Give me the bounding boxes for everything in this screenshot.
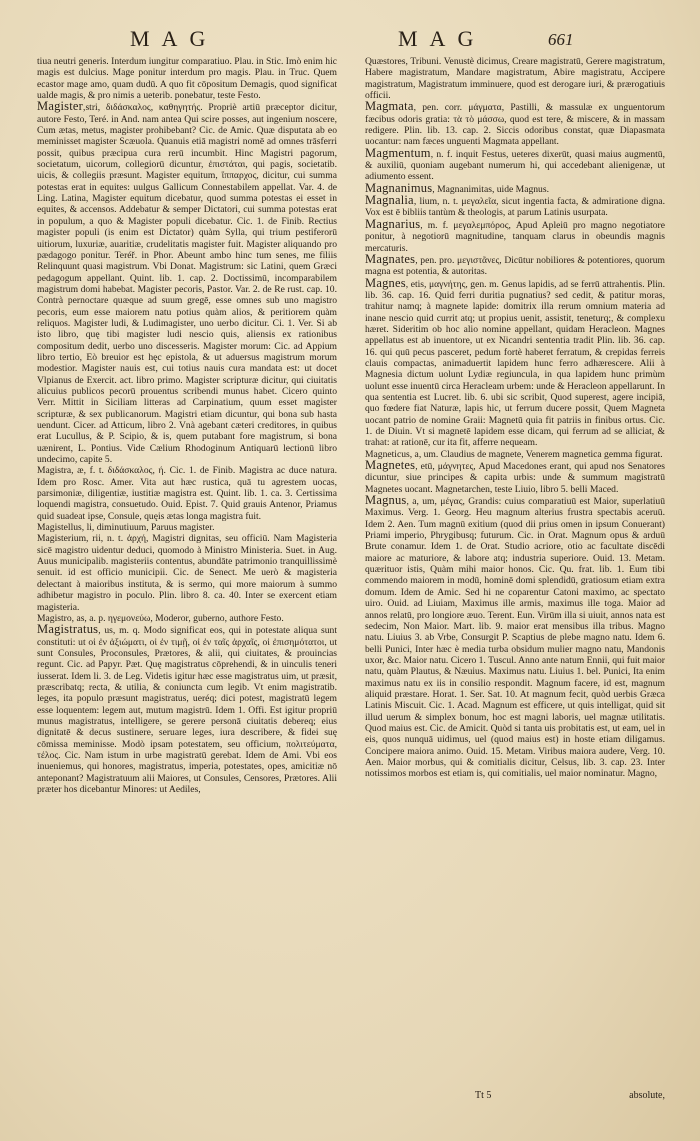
entry-headword: Magnes	[365, 275, 406, 290]
entry-headword: Magnates	[365, 251, 416, 266]
dictionary-entry	[365, 56, 665, 101]
dictionary-entry	[365, 145, 665, 183]
entry-text: Magistro, as, a. p. ηγεμονεύω, Moderor, guberno, authore Festo.	[37, 612, 284, 624]
catchword: absolute,	[629, 1090, 665, 1101]
entry-headword: Magister	[37, 99, 84, 114]
dictionary-entry	[365, 495, 665, 780]
running-head-right: MAG	[398, 26, 486, 51]
running-header	[0, 26, 700, 60]
signature-mark: Tt 5	[475, 1090, 492, 1101]
left-column	[37, 56, 337, 1116]
entry-headword: Magnarius	[365, 216, 421, 231]
entry-text: , n. f. inquit Festus, ueteres dixerūt, quasi maius augmentū, & auxiliū, quoniam augebant numerum hi, qui accedebant alienigenæ, ut adiumento essent.	[365, 148, 665, 183]
running-head-left: MAG	[130, 26, 218, 51]
dictionary-entry	[365, 460, 665, 495]
entry-text: , us, m. q. Modo significat eos, qui in potestate aliqua sunt constituti: ut οἱ ἐν ἀξιώματι, οἱ ἐν τιμῇ, οἱ ἐν ταῖς ἀρχαῖς, οἱ ἐπισημότατοι, ut sunt Consules, Proconsules, Prætores, & alii, qui ciuitates, & prouincias regunt. Cic. ad Papyr. Pæt. Quę magistratus cōprehendi, & in uinculis teneri iusserat. Idem li. 3. de Leg. Videtis igitur hæc esse magistratus uim, ut præsit, præscribatq; recta, & utilia, & coniuncta cum legib. Vt enim magistratib. leges, ita populo præsunt magistratus, ueréq; dici potest, magistratū legem esse loquentem: legem aut, mutum magistrū. Idem 1. Offi. Est igitur propriū munus magistratus, intelligere, se gerere personā ciuitatis debereq; eius dignitatē & decus sustinere, seruare leges, iura describere, & fidei suę cōmissa meminisse. Modò ipsam potestatem, seu officium, πολιτεύματα, τέλος. Cic. Nam istum in urbe magistratū gerebat. Idem de Ami. Vbi eos inueniemus, qui honores, magistratus, imperia, potestates, opes, amicitiæ nō anteponant? Magistratuum alii Maiores, ut Consules, Censores, Prætores. Alii præter hos dicebantur Minores: ut Aediles,	[37, 625, 337, 795]
dictionary-entry	[37, 465, 337, 522]
entry-headword: Magmentum	[365, 145, 431, 160]
entry-text: tiua neutri generis. Interdum iungitur comparatiuo. Plau. in Stic. Imò enim hic magis est dulcius. Mage ponitur interdum pro magis. Plau. in Truc. Quem ecastor mage amo, quam dudū. A quo fit cōpositum Demagis, quod significat ualde magis, & pro nimis a ueterib. ponebatur, teste Festo.	[37, 56, 337, 102]
dictionary-entry	[365, 101, 665, 147]
entry-text: Magisterium, rii, n. t. ἀρχή, Magistri dignitas, seu officiū. Nam Magisteria sicē magistro uidentur deduci, quomodo à Ministro Ministeria. Suet. in Aug. Auus municipalib. magisteriis contentus, abundāte patrimonio tranquillissimè senuit. id est officio municipii. Cic. de Senect. Me uerò & magisteria delectant à maioribus instituta, & is sermo, qui more maiorum à summo adhibetur magistro in poculo. Plin. libro 8. ca. 40. Inter se exercent etiam magisteria.	[37, 533, 337, 613]
entry-headword: Magnalia	[365, 193, 414, 208]
dictionary-entry	[37, 56, 337, 101]
entry-text: , etū, μάγνητες, Apud Macedones erant, qui apud nos Senatores dicuntur, siue principes & capita urbis: unde & summum magistratū Magnetes uocant. Magnetarchen, teste Liuio, libro 5. belli Maced.	[365, 461, 665, 495]
entry-headword: Magnus	[365, 493, 407, 508]
dictionary-entry	[365, 251, 665, 278]
entry-headword: Magistratus	[37, 622, 99, 637]
entry-headword: Magmata	[365, 99, 414, 114]
entry-text: , pen. corr. μάγματα, Pastilli, & massulæ ex unguentorum fæcibus odoris gratia: τὰ τὸ μάσσω, quod est tere, & miscere, & in massam redigere. Plin. lib. 13. cap. 2. Siccis odoribus constat, quæ Diapasmata uocantur: nam fæces unguenti Magmata appellant.	[365, 102, 665, 148]
dictionary-entry	[37, 533, 337, 612]
dictionary-entry	[365, 216, 665, 254]
dictionary-entry	[37, 522, 337, 533]
entry-text: , pen. pro. μεγιστᾶνες, Dicūtur nobiliores & potentiores, quorum magna est potentia, & autoritas.	[365, 254, 665, 278]
entry-text: , m. f. μεγαλεμπόρος, Apud Apleiū pro magno negotiatore ponitur, à negotiorū magnitudine, tanquam clarus in obeundis magnis mercaturis.	[365, 219, 665, 254]
entry-text: ,stri, διδάσκαλος, καθηγητής. Propriè artiū præceptor dicitur, autore Festo, Teré. in And. nam antea Qui scire posses, aut ingenium noscere, Cum ætas, metus, magister prohibebant? Cic. de Amic. Quæ disputata ab eo meminisset magister Scæuola. Quanuis etiā magistri nomē ad omnes trāsferri possit, quibus præcipua cura rerū incumbit. Hinc Magistri pagorum, societatum, uicorum, collegiorū dicuntur, ἐπιστάται, qui pagis, societatib. uicis, & collegiis præsunt. Magister equitum, ἵππαρχος, dicitur, cui summa potestas erat in equites: uulgus Gallicum Connestabilem appellat. Var. 4. de Ling. Latina, Magister equitum dicebatur, quod summa potestas ei esset in equites, & accensos. Addebatur & semper Dictatori, cui summa potestas erat in populum, a quo & Magister populi dicebatur. Cic. 1. de Finib. Rectius magister populi (is enim est Dictator) quàm Sylla, qui trium pestiferorū uitiorum, luxuriæ, auaritiæ, crudelitatis magister fuit. Magister aliquando pro pædagogo ponitur. Teréř. in Phor. Abeunt ambo hinc tum senes, me filiis Relinquunt quasi magistrum. Vbi Donat. Magistrum: sic Latini, quem Græci pedagogum appellant. Quint. lib. 1. cap. 2. Doctissimū, incomparabilem magistrum domi habebat. Magister pecoris, Pastor. Var. 2. de Re rust. cap. 10. Contrà pernoctare quæque ad suum gregē, esse omnes sub uno magistro pecoris, eum esse maiorem natu potius quàm alios, & peritiorem quàm reliquos. Magister ludi, & Ludimagister, uno uerbo dicitur. Ci. 1. Ver. Si ab isto libro, quę tibi magister ludi nescio quis, aliensis ex rationibus compositum dedit, uerbo uno discesseris. Magister morum: Cic. ad Appium libro tertio, Eò breuior est hęc epistola, & ut aduersus magistrum morum modestior. Magister nauis est, cui totius nauis cura mandata est: ut docet Vlpianus de Exercit. act. libro primo. Magister scripturæ dicitur, qui ciuitatis alicuius publicos pecorū prouentus scribendi munus habet. Cicero quinto Verr. Mittit in Siciliam litteras ad Carpinatium, quum esset magister scripturæ, & sex publicanorum. Magistri etiam dicuntur, qui bona sub hasta uendunt. Cicer. ad Atticum, libro 2. Vnà agebant cæteri creditores, in quibus erat Lucullus, & P. Scipio, & is, quem putabant fore magistrum, si bona uænirent, L. Pontius. Vide Cælium Rhodoginum Antiquarū lectionū libro undecimo, capite 5.	[37, 102, 337, 466]
entry-text: Magneticus, a, um. Claudius de magnete, Venerem magnetica gemma figurat.	[365, 448, 663, 460]
entry-headword: Magnetes	[365, 458, 416, 473]
right-column	[365, 56, 665, 1116]
entry-headword: Magnanimus	[365, 180, 433, 195]
entry-text: , Magnanimitas, uide Magnus.	[432, 183, 549, 195]
dictionary-entry	[365, 195, 665, 219]
page-number: 661	[548, 30, 574, 49]
page-footer	[365, 1090, 665, 1104]
entry-text: , lium, n. t. μεγαλεῖα, sicut ingentia facta, & admiratione digna. Vox est ē bibliis tantùm & theologis, at parum Latinis usurpata.	[365, 196, 665, 219]
dictionary-entry	[365, 275, 665, 449]
dictionary-entry	[37, 624, 337, 795]
dictionary-entry	[37, 101, 337, 465]
entry-text: Quæstores, Tribuni. Venustè dicimus, Creare magistratū, Gerere magistratum, Habere magistratum, Mandare magistratum, Abire magistratu, Accipere magistratum, Magistratum imminuere, quod est derogare iuri, & prærogatiuis officii.	[365, 56, 665, 102]
entry-text: , etis, μαγνήτης, gen. m. Genus lapidis, ad se ferrū attrahentis. Plin. lib. 36. cap. 16. Quid ferri duritia pugnatius? sed cedit, & patitur moras, trahitur namq; à magnete lapide: domitrix illa rerum omnium materia ad inane nescio quid currit atq; ut propius uenit, assistit, teneturq;, & complexu hæret. Sideritim ob hoc alio nomine appellant, quidam Heracleon. Magnes appellatus est ab inuentore, ut ex Nicandri sententia tradit Plin. lib. 36. cap. 16. qui quū pecus pasceret, pedum fortè haberet ferratum, & crepidas ferreis clauis compactas, animaduertit lapidem hunc ferro adhærescere. Alii à Magnesia dictum uolunt Lydiæ regiuncula, in qua lapidem hunc primùm uolunt esse inuentū circa Heracleam urbem: unde & Heracleon appellarunt. In qua sententia est Lucret. lib. 6. ubi sic scribit, Quod superest, agere incipiā, quo fœdere fiat Naturæ, lapis hic, ut ferrum ducere possit, Quem Magneta uocant patrio de nomine Graii: Magnetū quia fit patriis in finibus ortus. Cic. 1. de Diuin. Vt si magnetē lapidem esse dicam, qui ferrum ad se alliciat, & trahat: at rationē, cur ita fit, afferre nequeam.	[365, 278, 665, 449]
entry-text: Magistra, æ, f. t. διδάσκαλος, ή. Cic. 1. de Finib. Magistra ac duce natura. Idem pro Rosc. Amer. Vita aut hæc rustica, quā tu agrestem uocas, parsimoniæ, diligentiæ, iustitiæ magistra est. Quint. lib. 1. ca. 3. Certissima loquendi magistra, consuetudo. Ouid. Epist. 7. Quid grauis Antenor, Priamus quid suadeat ipse, Consule, quęis ætas longa magistra fuit.	[37, 465, 337, 522]
entry-text: Magistellus, li, diminutiuum, Paruus magister.	[37, 522, 215, 534]
entry-text: , a, um, μέγας, Grandis: cuius comparatiuū est Maior, superlatiuū Maximus. Verg. 1. Georg. Heu magnum alterius frustra spectabis aceruū. Idem 2. Aen. Tum magnū exitium (quod dii prius omen in ipsum Conuerant) Priami imperio, Phrygibusq; futurum. Cic. in Orat. Magnum opus & arduū Brute conamur. Idem 1. de Orat. Studio acriore, otio ac facultate discēdi maiore ac maturiore, & labore atq; industria superiore. Ouid. 13. Metam. quærituor istis, Quàm mihi maior honos. Cic. Qu. frat. lib. 1. Eum tibi commendo maiorem in modū, hominē domi splendidū, gratiosum etiam extra domum. Idem de Amic. Sed hi ne coparentur Catoni maximo, ac spectato uiro. Ouid. ad Liuiam, Maximus ille armis, maximus ille toga. Maior ad annos relatū, pro longiore æuo. Terent. Eun. Virūm illa si uiuit, annos nata est sedecim, Non Maior. Mart. lib. 9. maior erat mensibus illa tribus. Magno natu. Liuius 3. ab Vrbe, Consurgit P. Scaptius de plebe magno natu. Idem 6. belli Punici, Inter hæc è media turba obsidum mulier magno natu, Mandonis uxor, &c. Maior natu. Cicero 1. Tuscul. Anno ante natum Ennii, qui fuit maior natu, quàm Plautus, & Næuius. Maximus natu. Liuius 1. bel. Punici, Ita enim maximus natu ex iis in consilio respondit. Magnum facere, id est, magnum aliquid præstare. Horat. 1. Ser. Sat. 10. At magnum fecit, quòd uerbis Græca Latinis Miscuit. Cic. 1. Acad. Magnum est efficere, ut quis intelligat, quid sit illud uerum & simplex bonum, hoc est magni laboris, uel magnæ utilitatis. Quod maius est. Cic. de Amicit. Quòd si tanta uis probitatis est, ut eam, uel in eis, quos nunquā uidimus, uel (quod maius est) in hoste etiam diligamus. Concipere maiora animo. Ouid. 15. Metam. Viribus maiora audere, Verg. 10. Aen. Maior morbus, qui & comitialis dicitur, Celsus, lib. 3. cap. 23. Inter notissimos morbos est etiam is, qui comitialis, uel maior nominatur. Magno,	[365, 496, 665, 780]
